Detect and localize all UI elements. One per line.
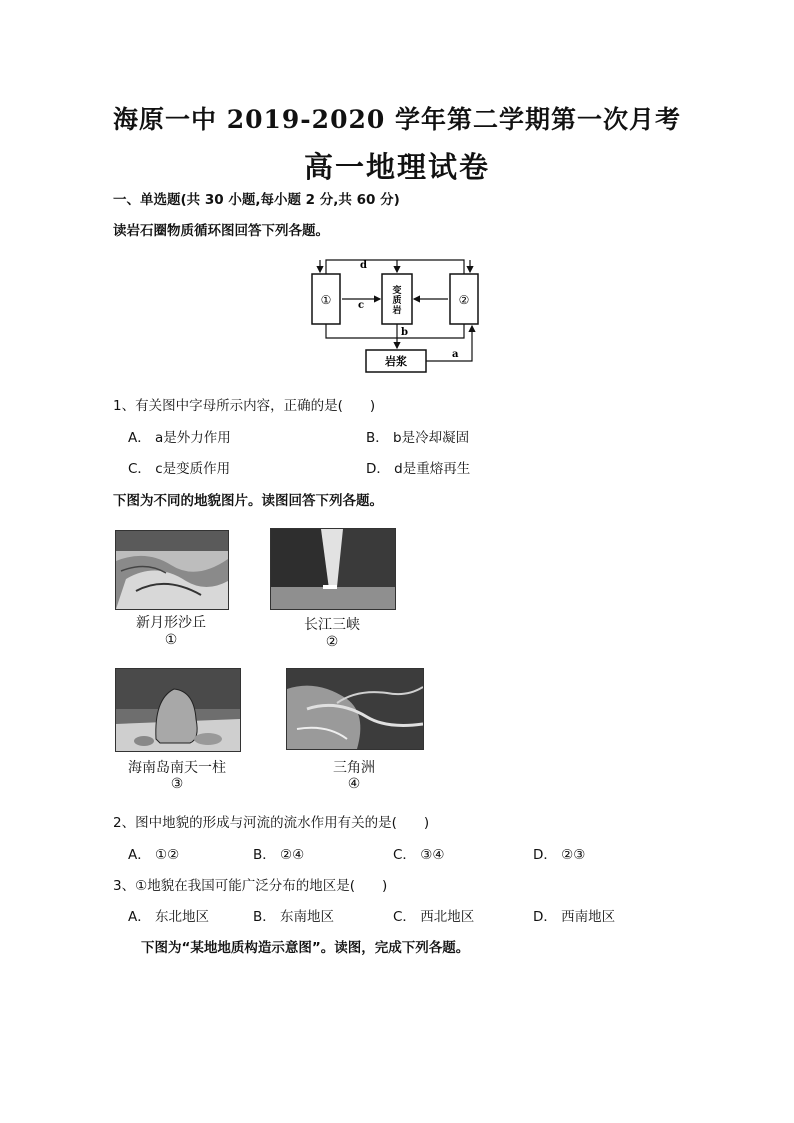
caption-three-gorges: 长江三峡 xyxy=(304,617,360,633)
caption-sand-dunes: 新月形沙丘 xyxy=(136,615,206,631)
q2-option-c[interactable]: C． ③④ xyxy=(393,847,445,863)
q2-stem: 2、图中地貌的形成与河流的流水作用有关的是( ) xyxy=(113,815,430,831)
caption-delta: 三角洲 xyxy=(333,760,375,776)
box1-label: ① xyxy=(320,293,332,307)
box2-label: ② xyxy=(458,293,470,307)
photo-delta xyxy=(286,668,424,750)
metamorphic-label-3: 岩 xyxy=(392,306,402,316)
q3-option-a[interactable]: A． 东北地区 xyxy=(128,909,210,925)
q2-option-d[interactable]: D． ②③ xyxy=(533,847,586,863)
q1-option-d[interactable]: D． d是重熔再生 xyxy=(366,461,471,477)
q3-option-d[interactable]: D． 西南地区 xyxy=(533,909,616,925)
section-heading: 一、单选题(共 30 小题,每小题 2 分,共 60 分) xyxy=(113,192,400,208)
photo-three-gorges xyxy=(270,528,396,610)
exam-title: 海原一中 2019-2020 学年第二学期第一次月考 xyxy=(113,105,681,134)
q1-option-a[interactable]: A． a是外力作用 xyxy=(128,430,231,446)
num-three-gorges: ② xyxy=(325,634,339,650)
q1-stem: 1、有关图中字母所示内容，正确的是( ) xyxy=(113,398,376,414)
intro-geologic-structure: 下图为“某地地质构造示意图”。读图，完成下列各题。 xyxy=(141,940,470,956)
num-sand-dunes: ① xyxy=(164,632,178,648)
q2-option-b[interactable]: B． ②④ xyxy=(253,847,305,863)
caption-tianya-pillar: 海南岛南天一柱 xyxy=(128,760,226,776)
photo-tianya-pillar xyxy=(115,668,241,752)
intro-rock-cycle: 读岩石圈物质循环图回答下列各题。 xyxy=(113,223,329,239)
q2-option-a[interactable]: A． ①② xyxy=(128,847,180,863)
q1-option-b[interactable]: B． b是冷却凝固 xyxy=(366,430,470,446)
intro-landforms: 下图为不同的地貌图片。读图回答下列各题。 xyxy=(113,493,383,509)
q3-option-b[interactable]: B． 东南地区 xyxy=(253,909,335,925)
label-d: d xyxy=(360,260,367,271)
metamorphic-label-1: 变 xyxy=(392,286,402,296)
num-delta: ④ xyxy=(347,776,361,792)
exam-subtitle: 高一地理试卷 xyxy=(303,150,490,184)
num-tianya-pillar: ③ xyxy=(170,776,184,792)
q3-option-c[interactable]: C． 西北地区 xyxy=(393,909,475,925)
magma-label: 岩浆 xyxy=(385,355,407,368)
rock-cycle-diagram xyxy=(300,250,500,380)
q3-stem: 3、①地貌在我国可能广泛分布的地区是( ) xyxy=(113,878,388,894)
metamorphic-label-2: 质 xyxy=(392,296,402,306)
q1-option-c[interactable]: C． c是变质作用 xyxy=(128,461,231,477)
label-a: a xyxy=(452,349,459,360)
label-c: c xyxy=(358,300,365,311)
photo-sand-dunes xyxy=(115,530,229,610)
label-b: b xyxy=(401,327,408,338)
